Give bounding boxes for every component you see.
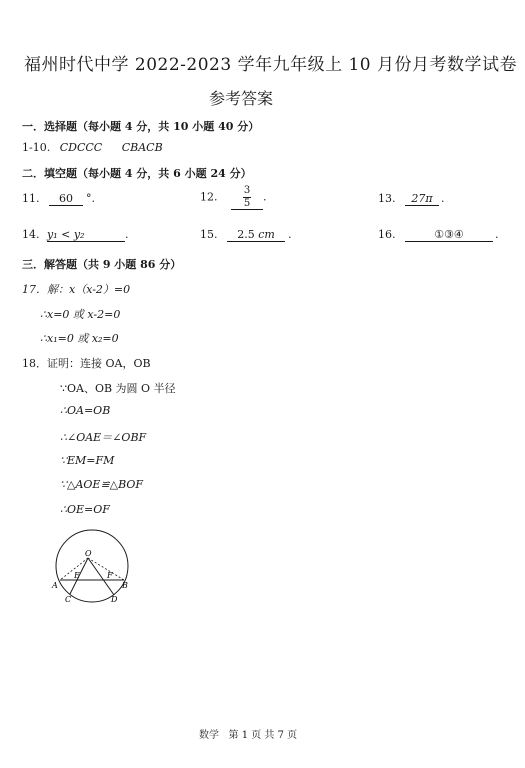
q11-suffix: °. bbox=[86, 192, 95, 205]
q12-answer bbox=[200, 186, 267, 210]
q15-answer bbox=[200, 228, 292, 242]
q16-suffix: . bbox=[495, 228, 499, 241]
q18-line-1: 18．证明：连接 OA，OB bbox=[22, 357, 151, 370]
q14-answer-blank: y₁ < y₂ bbox=[47, 228, 125, 242]
circle-o bbox=[56, 530, 128, 602]
label-c: C bbox=[65, 595, 72, 604]
q15-answer-blank: 2.5 cm bbox=[227, 228, 285, 242]
label-f: F bbox=[107, 571, 113, 580]
q16-number: 16. bbox=[378, 228, 396, 241]
q15-suffix: . bbox=[288, 228, 292, 241]
q15-number: 15. bbox=[200, 228, 218, 241]
page-footer: 数学 第 1 页 共 7 页 bbox=[199, 730, 298, 741]
q16-answer bbox=[378, 228, 499, 242]
q12-answer-blank bbox=[231, 186, 263, 210]
choice-answer-group-1: CDCCC bbox=[59, 141, 103, 154]
q18-line-4: ∴∠OAE＝∠OBF bbox=[60, 431, 147, 444]
q14-answer bbox=[22, 228, 129, 242]
q16-answer-blank: ①③④ bbox=[405, 228, 493, 242]
q12-numerator: 3 bbox=[243, 185, 251, 196]
q13-answer bbox=[378, 192, 445, 206]
q17-line-2: ∴x=0 或 x-2=0 bbox=[40, 308, 121, 321]
choice-answers bbox=[22, 141, 163, 154]
q14-number: 14. bbox=[22, 228, 40, 241]
label-o: O bbox=[85, 549, 92, 558]
q13-suffix: . bbox=[441, 192, 445, 205]
q11-answer bbox=[22, 192, 95, 206]
q14-suffix: . bbox=[125, 228, 129, 241]
q18-line-3: ∴OA=OB bbox=[60, 404, 111, 417]
q12-number: 12. bbox=[200, 190, 218, 204]
q12-suffix: . bbox=[263, 190, 267, 204]
q18-line-2: ∵OA、OB 为圆 O 半径 bbox=[60, 382, 176, 395]
q11-answer-blank: 60 bbox=[49, 192, 83, 206]
q18-line-7: ∴OE=OF bbox=[60, 503, 110, 516]
choice-answer-prefix: 1-10. bbox=[22, 141, 51, 154]
q11-number: 11. bbox=[22, 192, 40, 205]
q13-number: 13. bbox=[378, 192, 396, 205]
label-a: A bbox=[52, 581, 58, 590]
q17-line-3: ∴x₁=0 或 x₂=0 bbox=[40, 332, 119, 345]
q17-line-1: 17．解：x（x-2）=0 bbox=[22, 283, 131, 296]
page-title: 福州时代中学 2022-2023 学年九年级上 10 月份月考数学试卷 bbox=[24, 55, 518, 75]
section-heading-solve: 三．解答题（共 9 小题 86 分） bbox=[22, 258, 182, 271]
q12-fraction bbox=[243, 186, 251, 209]
label-b: B bbox=[122, 581, 128, 590]
q18-line-6: ∵△AOE≌△BOF bbox=[60, 478, 144, 491]
choice-answer-group-2: CBACB bbox=[121, 141, 163, 154]
geometry-figure bbox=[48, 524, 148, 604]
q15-unit: cm bbox=[258, 228, 275, 241]
label-e: E bbox=[74, 571, 80, 580]
page-subtitle: 参考答案 bbox=[209, 89, 274, 108]
q18-line-5: ∵EM=FM bbox=[60, 454, 115, 467]
section-heading-choice: 一．选择题（每小题 4 分，共 10 小题 40 分） bbox=[22, 120, 260, 133]
label-d: D bbox=[111, 595, 118, 604]
q12-denominator: 5 bbox=[243, 198, 251, 209]
segment-ob bbox=[88, 558, 124, 580]
q13-answer-blank: 27π bbox=[405, 192, 439, 206]
section-heading-fill: 二．填空题（每小题 4 分，共 6 小题 24 分） bbox=[22, 167, 252, 180]
